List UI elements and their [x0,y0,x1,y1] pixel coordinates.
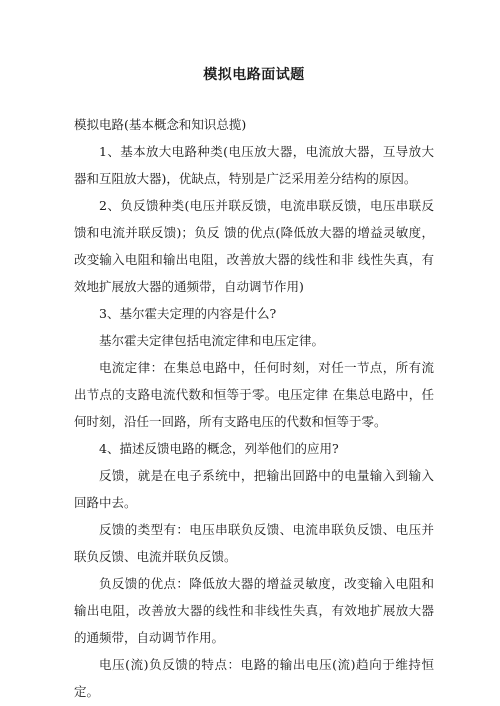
paragraph: 电流定律：在集总电路中，任何时刻，对任一节点，所有流出节点的支路电流代数和恒等于零。电压定律 在集总电路中，任何时刻，沿任一回路，所有支路电压的代数和恒等于零。 [74,360,434,429]
paragraph: 2、负反馈种类(电压并联反馈，电流串联反馈，电压串联反馈和电流并联反馈)；负反 馈的优点(降低放大器的增益灵敏度，改变输入电阻和输出电阻，改善放大器的线性和非 线性失真，有效地扩展放大器的通频带，自动调节作用) [74,198,434,294]
paragraph: 模拟电路(基本概念和知识总揽) [74,117,247,132]
paragraph: 电压(流)负反馈的特点：电路的输出电压(流)趋向于维持恒定。 [74,657,434,699]
paragraph: 负反馈的优点：降低放大器的增益灵敏度，改变输入电阻和输出电阻，改善放大器的线性和非线性失真，有效地扩展放大器的通频带，自动调节作用。 [74,576,434,645]
paragraph: 3、基尔霍夫定理的内容是什么? [99,306,277,321]
paragraph: 反馈，就是在电子系统中，把输出回路中的电量输入到输入回路中去。 [74,468,434,510]
document-title: 模拟电路面试题 [203,67,305,83]
paragraph: 1、基本放大电路种类(电压放大器，电流放大器，互导放大器和互阻放大器)，优缺点，特别是广泛采用差分结构的原因。 [74,144,434,186]
paragraph: 4、描述反馈电路的概念，列举他们的应用? [99,441,339,456]
paragraph: 反馈的类型有：电压串联负反馈、电流串联负反馈、电压并联负反馈、电流并联负反馈。 [74,522,434,564]
paragraph: 基尔霍夫定律包括电流定律和电压定律。 [99,333,325,348]
document-body [74,111,434,705]
